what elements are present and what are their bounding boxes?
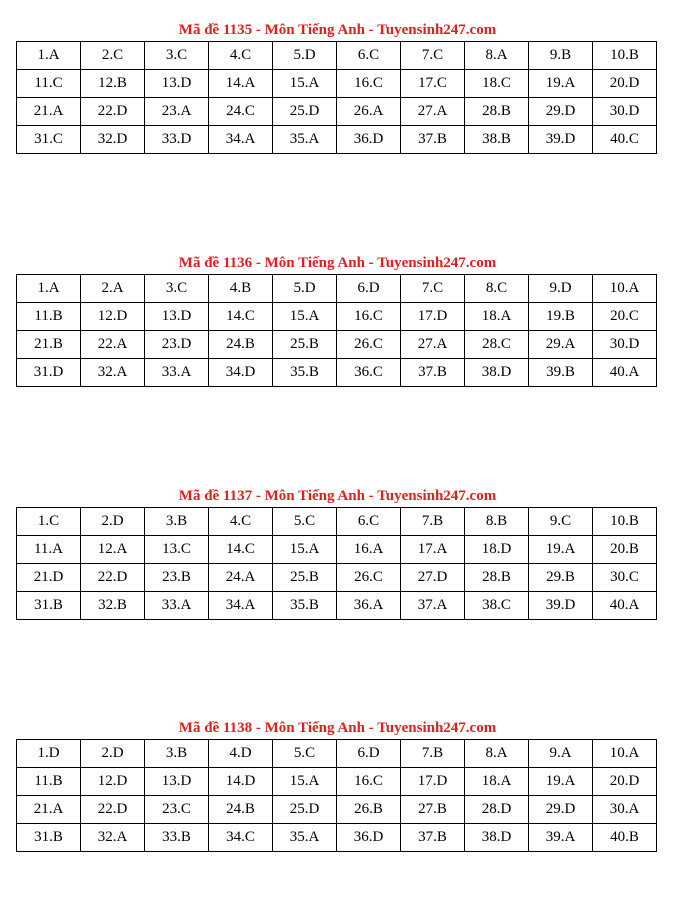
answer-cell: 5.C (273, 740, 337, 768)
answer-cell: 29.A (529, 331, 593, 359)
answer-cell: 26.B (337, 796, 401, 824)
answer-cell: 27.B (401, 796, 465, 824)
answer-cell: 36.C (337, 359, 401, 387)
answer-table (16, 507, 657, 620)
table-row (17, 536, 657, 564)
answer-cell: 6.D (337, 740, 401, 768)
answer-cell: 22.A (81, 331, 145, 359)
answer-cell: 27.A (401, 331, 465, 359)
table-row (17, 126, 657, 154)
answer-cell: 19.A (529, 768, 593, 796)
answer-cell: 21.A (17, 796, 81, 824)
answer-cell: 10.B (593, 42, 657, 70)
answer-cell: 38.D (465, 359, 529, 387)
answer-cell: 8.A (465, 42, 529, 70)
answer-cell: 16.A (337, 536, 401, 564)
answer-cell: 39.D (529, 126, 593, 154)
answer-cell: 39.D (529, 592, 593, 620)
answer-cell: 38.C (465, 592, 529, 620)
answer-cell: 2.D (81, 740, 145, 768)
answer-cell: 26.C (337, 331, 401, 359)
table-row (17, 42, 657, 70)
answer-cell: 3.C (145, 42, 209, 70)
answer-cell: 11.C (17, 70, 81, 98)
answer-cell: 11.A (17, 536, 81, 564)
answer-cell: 33.A (145, 359, 209, 387)
answer-cell: 9.C (529, 508, 593, 536)
answer-cell: 11.B (17, 303, 81, 331)
answer-cell: 5.C (273, 508, 337, 536)
table-row (17, 98, 657, 126)
answer-cell: 32.B (81, 592, 145, 620)
answer-cell: 11.B (17, 768, 81, 796)
answer-cell: 26.A (337, 98, 401, 126)
answer-cell: 39.A (529, 824, 593, 852)
answer-cell: 13.D (145, 768, 209, 796)
answer-cell: 30.C (593, 564, 657, 592)
answer-cell: 30.A (593, 796, 657, 824)
answer-cell: 25.D (273, 98, 337, 126)
answer-cell: 24.B (209, 796, 273, 824)
answer-cell: 1.A (17, 42, 81, 70)
answer-cell: 36.A (337, 592, 401, 620)
answer-cell: 16.C (337, 70, 401, 98)
answer-cell: 5.D (273, 275, 337, 303)
answer-cell: 31.C (17, 126, 81, 154)
answer-cell: 28.B (465, 564, 529, 592)
answer-cell: 19.A (529, 536, 593, 564)
answer-cell: 5.D (273, 42, 337, 70)
table-row (17, 508, 657, 536)
answer-cell: 21.D (17, 564, 81, 592)
answer-cell: 20.D (593, 768, 657, 796)
answer-cell: 9.A (529, 740, 593, 768)
answer-cell: 8.B (465, 508, 529, 536)
table-row (17, 592, 657, 620)
answer-cell: 16.C (337, 303, 401, 331)
answer-cell: 18.D (465, 536, 529, 564)
answer-cell: 30.D (593, 98, 657, 126)
answer-cell: 4.D (209, 740, 273, 768)
answer-cell: 1.A (17, 275, 81, 303)
answer-cell: 35.A (273, 824, 337, 852)
answer-cell: 30.D (593, 331, 657, 359)
answer-cell: 17.A (401, 536, 465, 564)
answer-cell: 17.C (401, 70, 465, 98)
answer-cell: 18.C (465, 70, 529, 98)
answer-cell: 35.B (273, 592, 337, 620)
answer-cell: 8.C (465, 275, 529, 303)
table-row (17, 275, 657, 303)
answer-cell: 34.A (209, 126, 273, 154)
answer-cell: 24.A (209, 564, 273, 592)
answer-cell: 12.A (81, 536, 145, 564)
answer-cell: 33.B (145, 824, 209, 852)
answer-cell: 7.C (401, 42, 465, 70)
answer-cell: 7.B (401, 508, 465, 536)
answer-cell: 28.D (465, 796, 529, 824)
answer-cell: 40.B (593, 824, 657, 852)
answer-cell: 23.C (145, 796, 209, 824)
answer-cell: 6.C (337, 508, 401, 536)
answer-cell: 10.A (593, 740, 657, 768)
answer-cell: 4.C (209, 508, 273, 536)
answer-cell: 13.D (145, 303, 209, 331)
answer-cell: 12.B (81, 70, 145, 98)
answer-cell: 23.A (145, 98, 209, 126)
answer-cell: 24.C (209, 98, 273, 126)
answer-cell: 1.C (17, 508, 81, 536)
answer-cell: 29.D (529, 98, 593, 126)
answer-cell: 40.C (593, 126, 657, 154)
answer-cell: 39.B (529, 359, 593, 387)
answer-cell: 15.A (273, 70, 337, 98)
answer-cell: 29.B (529, 564, 593, 592)
answer-cell: 27.D (401, 564, 465, 592)
answer-cell: 25.B (273, 331, 337, 359)
table-row (17, 70, 657, 98)
answer-cell: 8.A (465, 740, 529, 768)
answer-cell: 2.C (81, 42, 145, 70)
answer-cell: 3.B (145, 740, 209, 768)
answer-cell: 14.C (209, 536, 273, 564)
answer-cell: 19.A (529, 70, 593, 98)
answer-cell: 4.C (209, 42, 273, 70)
answer-cell: 15.A (273, 536, 337, 564)
answer-cell: 40.A (593, 359, 657, 387)
section-title: Mã đề 1137 - Môn Tiếng Anh - Tuyensinh247.com (178, 488, 497, 504)
answer-section-1135 (16, 19, 657, 154)
answer-cell: 22.D (81, 564, 145, 592)
answer-cell: 15.A (273, 768, 337, 796)
table-row (17, 740, 657, 768)
answer-cell: 34.D (209, 359, 273, 387)
table-row (17, 359, 657, 387)
answer-table (16, 274, 657, 387)
answer-cell: 2.A (81, 275, 145, 303)
answer-cell: 31.D (17, 359, 81, 387)
answer-cell: 23.D (145, 331, 209, 359)
answer-cell: 22.D (81, 796, 145, 824)
answer-cell: 9.B (529, 42, 593, 70)
answer-cell: 32.A (81, 359, 145, 387)
answer-cell: 16.C (337, 768, 401, 796)
answer-cell: 31.B (17, 592, 81, 620)
answer-cell: 38.D (465, 824, 529, 852)
answer-cell: 37.B (401, 126, 465, 154)
answer-cell: 23.B (145, 564, 209, 592)
section-title: Mã đề 1136 - Môn Tiếng Anh - Tuyensinh247.com (178, 255, 497, 271)
answer-cell: 22.D (81, 98, 145, 126)
answer-cell: 21.B (17, 331, 81, 359)
section-title: Mã đề 1135 - Môn Tiếng Anh - Tuyensinh247.com (178, 22, 497, 38)
answer-cell: 36.D (337, 126, 401, 154)
answer-cell: 20.D (593, 70, 657, 98)
answer-cell: 14.A (209, 70, 273, 98)
section-title: Mã đề 1138 - Môn Tiếng Anh - Tuyensinh247.com (178, 720, 497, 736)
answer-section-1138 (16, 717, 657, 852)
table-row (17, 303, 657, 331)
answer-cell: 3.C (145, 275, 209, 303)
answer-cell: 33.D (145, 126, 209, 154)
answer-cell: 19.B (529, 303, 593, 331)
table-row (17, 564, 657, 592)
answer-cell: 36.D (337, 824, 401, 852)
answer-cell: 25.D (273, 796, 337, 824)
answer-cell: 29.D (529, 796, 593, 824)
answer-cell: 33.A (145, 592, 209, 620)
answer-cell: 12.D (81, 768, 145, 796)
table-row (17, 331, 657, 359)
answer-cell: 28.C (465, 331, 529, 359)
answer-cell: 13.D (145, 70, 209, 98)
answer-cell: 24.B (209, 331, 273, 359)
answer-cell: 25.B (273, 564, 337, 592)
answer-cell: 3.B (145, 508, 209, 536)
answer-cell: 15.A (273, 303, 337, 331)
answer-cell: 7.B (401, 740, 465, 768)
answer-cell: 20.C (593, 303, 657, 331)
table-row (17, 796, 657, 824)
answer-cell: 6.D (337, 275, 401, 303)
answer-cell: 13.C (145, 536, 209, 564)
answer-cell: 2.D (81, 508, 145, 536)
answer-table (16, 41, 657, 154)
answer-cell: 35.B (273, 359, 337, 387)
answer-cell: 37.A (401, 592, 465, 620)
answer-cell: 18.A (465, 303, 529, 331)
answer-cell: 18.A (465, 768, 529, 796)
answer-cell: 14.C (209, 303, 273, 331)
answer-section-1136 (16, 252, 657, 387)
answer-cell: 12.D (81, 303, 145, 331)
table-row (17, 824, 657, 852)
answer-cell: 40.A (593, 592, 657, 620)
answer-cell: 37.B (401, 824, 465, 852)
answer-cell: 35.A (273, 126, 337, 154)
answer-cell: 26.C (337, 564, 401, 592)
table-row (17, 768, 657, 796)
answer-cell: 38.B (465, 126, 529, 154)
answer-section-1137 (16, 485, 657, 620)
answer-cell: 21.A (17, 98, 81, 126)
answer-cell: 31.B (17, 824, 81, 852)
answer-cell: 17.D (401, 303, 465, 331)
answer-cell: 10.A (593, 275, 657, 303)
answer-cell: 34.A (209, 592, 273, 620)
answer-cell: 7.C (401, 275, 465, 303)
answer-cell: 1.D (17, 740, 81, 768)
answer-cell: 6.C (337, 42, 401, 70)
answer-cell: 27.A (401, 98, 465, 126)
answer-cell: 9.D (529, 275, 593, 303)
answer-cell: 14.D (209, 768, 273, 796)
answer-cell: 10.B (593, 508, 657, 536)
answer-cell: 34.C (209, 824, 273, 852)
answer-cell: 32.D (81, 126, 145, 154)
answer-cell: 32.A (81, 824, 145, 852)
answer-table (16, 739, 657, 852)
answer-cell: 28.B (465, 98, 529, 126)
answer-cell: 20.B (593, 536, 657, 564)
answer-cell: 17.D (401, 768, 465, 796)
answer-cell: 4.B (209, 275, 273, 303)
answer-cell: 37.B (401, 359, 465, 387)
